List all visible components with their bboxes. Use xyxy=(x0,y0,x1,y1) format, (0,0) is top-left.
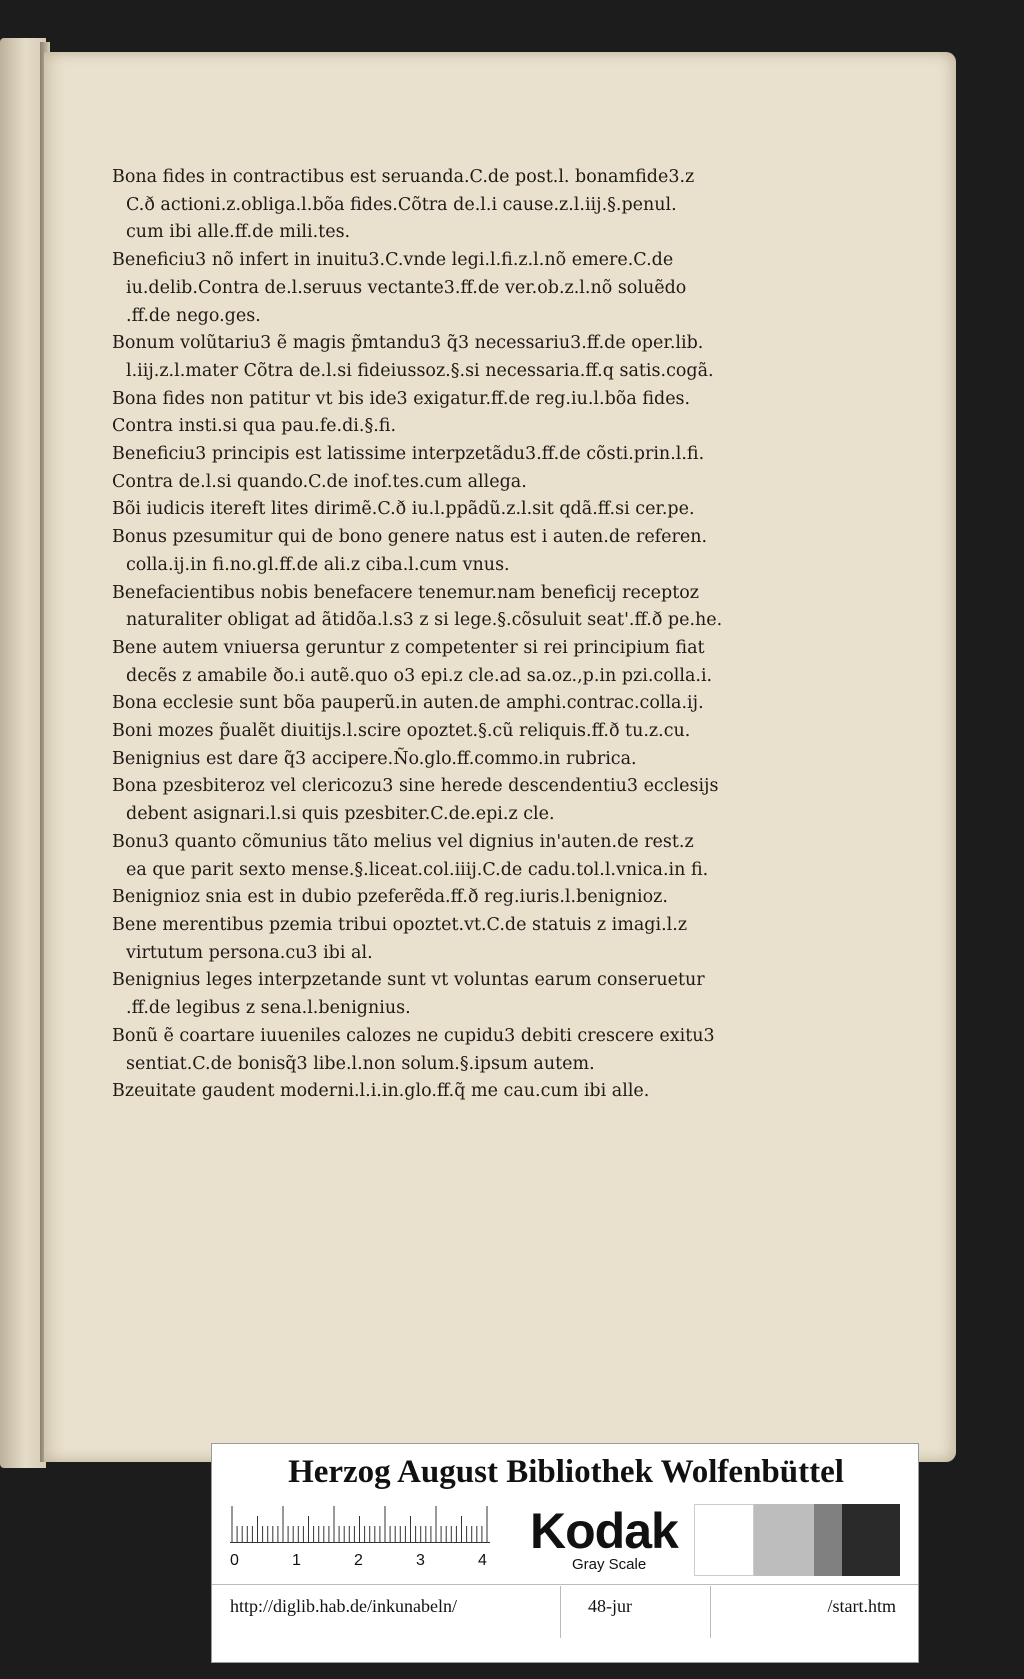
text-line: Beneficiu3 principis est latissime interpzetãdu3.ff.de cõsti.prin.l.fi. xyxy=(112,444,705,465)
ruler-number: 4 xyxy=(478,1552,487,1569)
gray-scale-label: Gray Scale xyxy=(572,1556,647,1573)
gray-swatch-dark xyxy=(842,1504,900,1576)
text-line: cum ibi alle.ff.de mili.tes. xyxy=(126,222,351,243)
text-block xyxy=(112,164,802,1106)
footer-file: /start.htm xyxy=(827,1596,896,1616)
gray-swatch-light xyxy=(754,1504,814,1576)
text-line: Bonũ ẽ coartare iuueniles calozes ne cupidu3 debiti crescere exitu3 xyxy=(112,1025,715,1046)
ruler-number: 1 xyxy=(292,1552,301,1569)
text-line: Benignius leges interpzetande sunt vt voluntas earum conseruetur xyxy=(112,970,705,991)
text-line: Bona fides non patitur vt bis ide3 exigatur.ff.de reg.iu.l.bõa fides. xyxy=(112,388,691,409)
footer-shelfmark: 48-jur xyxy=(588,1596,632,1616)
text-line: Bonus pzesumitur qui de bono genere natus est i auten.de referen. xyxy=(112,527,708,548)
color-target-card xyxy=(211,1443,919,1663)
manuscript-page xyxy=(44,52,956,1462)
text-line: Benignioz snia est in dubio pzeferẽda.ff.ð reg.iuris.l.benignioz. xyxy=(112,887,668,908)
text-line: l.iij.z.l.mater Cõtra de.l.si fideiussoz.§.si necessaria.ff.q satis.cogã. xyxy=(126,360,714,381)
footer-url: http://diglib.hab.de/inkunabeln/ xyxy=(230,1596,457,1616)
text-line: .ff.de legibus z sena.l.benignius. xyxy=(126,998,411,1019)
ruler-ticks xyxy=(230,1504,490,1542)
ruler-number: 2 xyxy=(354,1552,363,1569)
text-line: Bonum volũtariu3 ẽ magis p̃mtandu3 q̃3 necessariu3.ff.de oper.lib. xyxy=(112,333,704,354)
kodak-logo: Kodak xyxy=(530,1503,678,1559)
text-line: Beneficiu3 nõ infert in inuitu3.C.vnde legi.l.fi.z.l.nõ emere.C.de xyxy=(112,250,674,271)
text-line: iu.delib.Contra de.l.seruus vectante3.ff.de ver.ob.z.l.nõ soluẽdo xyxy=(126,277,687,298)
text-line: Boni mozes p̃ualẽt diuitijs.l.scire opoztet.§.cũ reliquis.ff.ð tu.z.cu. xyxy=(112,721,691,742)
text-line: Benefacientibus nobis benefacere tenemur.nam beneficij receptoz xyxy=(112,582,699,603)
text-line: .ff.de nego.ges. xyxy=(126,305,261,326)
library-title: Herzog August Bibliothek Wolfenbüttel xyxy=(288,1454,844,1490)
text-line: decẽs z amabile ðo.i autẽ.quo o3 epi.z cle.ad sa.oz.,p.in pzi.colla.i. xyxy=(126,665,713,686)
text-line: sentiat.C.de bonisq̃3 libe.l.non solum.§.ipsum autem. xyxy=(126,1053,595,1074)
footer-separator xyxy=(560,1586,561,1638)
text-line: Contra insti.si qua pau.fe.di.§.fi. xyxy=(112,416,397,437)
text-line: Bonu3 quanto cõmunius tãto melius vel dignius in'auten.de rest.z xyxy=(112,831,694,852)
text-line: debent asignari.l.si quis pzesbiter.C.de.epi.z cle. xyxy=(126,804,555,825)
text-line: Bõi iudicis itereft lites dirimẽ.C.ð iu.l.ppãdũ.z.l.sit qdã.ff.si cer.pe. xyxy=(112,499,695,520)
text-line: ea que parit sexto mense.§.liceat.col.iiij.C.de cadu.tol.l.vnica.in fi. xyxy=(126,859,709,880)
text-line: colla.ij.in fi.no.gl.ff.de ali.z ciba.l.cum vnus. xyxy=(126,554,510,575)
text-line: Contra de.l.si quando.C.de inof.tes.cum allega. xyxy=(112,471,527,492)
footer-divider xyxy=(212,1584,918,1585)
ruler-number: 0 xyxy=(230,1552,239,1569)
ruler-number: 3 xyxy=(416,1552,425,1569)
text-line: Bzeuitate gaudent moderni.l.i.in.glo.ff.q̃ me cau.cum ibi alle. xyxy=(112,1081,650,1102)
text-line: Bona ecclesie sunt bõa pauperũ.in auten.de amphi.contrac.colla.ij. xyxy=(112,693,704,714)
text-line: Benignius est dare q̃3 accipere.Ño.glo.ff.commo.in rubrica. xyxy=(112,748,637,769)
footer-separator xyxy=(710,1586,711,1638)
text-line: naturaliter obligat ad ãtidõa.l.s3 z si lege.§.cõsuluit seat'.ff.ð pe.he. xyxy=(126,610,723,631)
text-line: virtutum persona.cu3 ibi al. xyxy=(126,942,373,963)
gray-swatch-white xyxy=(694,1504,754,1576)
text-line: Bona pzesbiteroz vel clericozu3 sine herede descendentiu3 ecclesijs xyxy=(112,776,719,797)
ruler xyxy=(230,1504,490,1543)
text-line: C.ð actioni.z.obliga.l.bõa fides.Cõtra de.l.i cause.z.l.iij.§.penul. xyxy=(126,194,677,215)
text-line: Bene autem vniuersa geruntur z competenter si rei principium fiat xyxy=(112,637,705,658)
text-line: Bona fides in contractibus est seruanda.C.de post.l. bonamfide3.z xyxy=(112,167,695,187)
text-line: Bene merentibus pzemia tribui opoztet.vt.C.de statuis z imagi.l.z xyxy=(112,914,688,935)
